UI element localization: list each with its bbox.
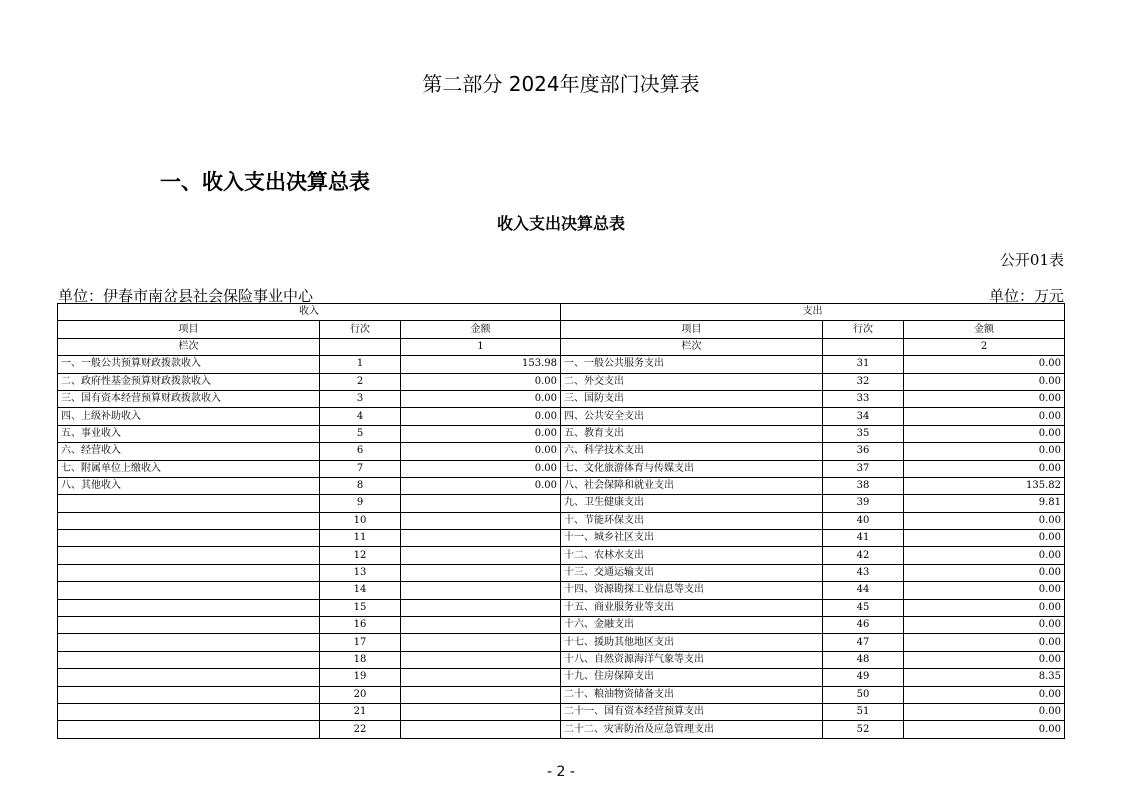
income-line-cell: 8 [320,477,401,494]
income-item-cell [58,547,320,564]
income-amount-cell [401,530,561,547]
income-line-cell: 12 [320,547,401,564]
income-item-cell: 三、国有资本经营预算财政拨款收入 [58,390,320,407]
income-item-cell: 五、事业收入 [58,425,320,442]
expense-line-cell: 34 [823,408,904,425]
expense-item-cell: 二十二、灾害防治及应急管理支出 [561,721,823,738]
expense-amount-cell: 0.00 [904,651,1065,668]
income-line-cell: 21 [320,703,401,720]
expense-line-cell: 38 [823,477,904,494]
expense-line-cell: 39 [823,495,904,512]
table-row [58,390,1065,407]
header-row-lanci [58,338,1065,355]
expense-line-cell: 35 [823,425,904,442]
expense-line-cell: 40 [823,512,904,529]
header-row-sections [58,304,1065,321]
income-item-cell: 七、附属单位上缴收入 [58,460,320,477]
income-line-cell: 10 [320,512,401,529]
expense-amount-cell: 0.00 [904,582,1065,599]
table-row [58,512,1065,529]
income-item-cell: 四、上级补助收入 [58,408,320,425]
expense-line-cell: 37 [823,460,904,477]
expense-line-cell: 36 [823,443,904,460]
income-amount-cell: 0.00 [401,390,561,407]
expense-item-cell: 十、节能环保支出 [561,512,823,529]
expense-amount-cell: 0.00 [904,530,1065,547]
income-amount-cell [401,512,561,529]
expense-amount-cell: 0.00 [904,425,1065,442]
income-amount-cell [401,547,561,564]
income-line-cell: 2 [320,373,401,390]
expense-line-cell: 42 [823,547,904,564]
table-row [58,651,1065,668]
income-line-cell: 16 [320,617,401,634]
section-title: 一、收入支出决算总表 [160,170,370,194]
income-amount-cell [401,564,561,581]
expense-line-cell: 31 [823,356,904,373]
expense-line-cell: 41 [823,530,904,547]
expense-amount-cell: 0.00 [904,356,1065,373]
income-lanci-label: 栏次 [58,338,320,355]
expense-col-item: 项目 [561,321,823,338]
expense-item-cell: 十五、商业服务业等支出 [561,599,823,616]
income-line-cell: 15 [320,599,401,616]
expense-line-cell: 48 [823,651,904,668]
table-row [58,477,1065,494]
table-row [58,686,1065,703]
expense-item-cell: 七、文化旅游体育与传媒支出 [561,460,823,477]
table-row [58,460,1065,477]
expense-amount-cell: 9.81 [904,495,1065,512]
table-row [58,599,1065,616]
income-amount-cell: 0.00 [401,460,561,477]
expense-item-cell: 二十、粮油物资储备支出 [561,686,823,703]
expense-item-cell: 三、国防支出 [561,390,823,407]
income-item-cell [58,512,320,529]
income-col-line: 行次 [320,321,401,338]
page-number: - 2 - [547,764,575,780]
expense-amount-cell: 0.00 [904,512,1065,529]
income-amount-cell: 0.00 [401,408,561,425]
income-line-cell: 7 [320,460,401,477]
expense-item-cell: 五、教育支出 [561,425,823,442]
income-amount-cell [401,703,561,720]
expense-item-cell: 十九、住房保障支出 [561,669,823,686]
expense-amount-cell: 0.00 [904,721,1065,738]
income-item-cell [58,634,320,651]
expense-line-cell: 50 [823,686,904,703]
table-row [58,634,1065,651]
income-amount-cell: 0.00 [401,477,561,494]
income-line-cell: 3 [320,390,401,407]
income-item-cell [58,721,320,738]
expense-amount-cell: 0.00 [904,617,1065,634]
expense-amount-cell: 0.00 [904,703,1065,720]
income-item-cell: 二、政府性基金预算财政拨款收入 [58,373,320,390]
expense-line-cell: 33 [823,390,904,407]
table-row [58,547,1065,564]
expense-line-cell: 49 [823,669,904,686]
expense-item-cell: 二十一、国有资本经营预算支出 [561,703,823,720]
expense-line-cell: 47 [823,634,904,651]
income-item-cell [58,617,320,634]
expense-lanci-blank [823,338,904,355]
expense-line-cell: 43 [823,564,904,581]
income-item-cell [58,530,320,547]
income-line-cell: 4 [320,408,401,425]
income-line-cell: 13 [320,564,401,581]
unit-organization: 单位：伊春市南岔县社会保险事业中心 [58,287,314,305]
expense-amount-cell: 0.00 [904,634,1065,651]
income-amount-cell [401,634,561,651]
income-amount-cell: 0.00 [401,425,561,442]
table-row [58,617,1065,634]
table-row [58,582,1065,599]
income-line-cell: 20 [320,686,401,703]
income-header: 收入 [58,304,561,321]
table-row [58,425,1065,442]
income-amount-cell: 0.00 [401,443,561,460]
expense-amount-cell: 0.00 [904,408,1065,425]
income-col-number: 1 [401,338,561,355]
income-amount-cell [401,599,561,616]
expense-item-cell: 六、科学技术支出 [561,443,823,460]
income-line-cell: 5 [320,425,401,442]
expense-amount-cell: 8.35 [904,669,1065,686]
table-row [58,443,1065,460]
unit-currency: 单位：万元 [988,287,1064,305]
income-amount-cell [401,617,561,634]
income-expense-table [57,303,1065,739]
income-col-item: 项目 [58,321,320,338]
income-amount-cell: 153.98 [401,356,561,373]
expense-amount-cell: 0.00 [904,443,1065,460]
table-row [58,408,1065,425]
table-row [58,669,1065,686]
income-item-cell [58,495,320,512]
income-amount-cell [401,582,561,599]
expense-line-cell: 52 [823,721,904,738]
income-amount-cell: 0.00 [401,373,561,390]
income-item-cell [58,599,320,616]
table-row [58,356,1065,373]
expense-item-cell: 十三、交通运输支出 [561,564,823,581]
income-amount-cell [401,669,561,686]
income-line-cell: 6 [320,443,401,460]
expense-amount-cell: 135.82 [904,477,1065,494]
table-row [58,703,1065,720]
table-row [58,530,1065,547]
income-line-cell: 9 [320,495,401,512]
income-amount-cell [401,495,561,512]
income-amount-cell [401,651,561,668]
expense-col-line: 行次 [823,321,904,338]
income-item-cell: 一、一般公共预算财政拨款收入 [58,356,320,373]
expense-amount-cell: 0.00 [904,390,1065,407]
expense-item-cell: 十七、援助其他地区支出 [561,634,823,651]
income-item-cell: 六、经营收入 [58,443,320,460]
expense-lanci-label: 栏次 [561,338,823,355]
income-item-cell [58,669,320,686]
expense-item-cell: 十八、自然资源海洋气象等支出 [561,651,823,668]
expense-item-cell: 一、一般公共服务支出 [561,356,823,373]
income-line-cell: 1 [320,356,401,373]
table-row [58,495,1065,512]
expense-item-cell: 八、社会保障和就业支出 [561,477,823,494]
income-item-cell [58,582,320,599]
part-title: 第二部分 2024年度部门决算表 [422,72,700,96]
expense-amount-cell: 0.00 [904,460,1065,477]
expense-item-cell: 九、卫生健康支出 [561,495,823,512]
income-line-cell: 17 [320,634,401,651]
income-item-cell [58,651,320,668]
income-line-cell: 22 [320,721,401,738]
income-col-amount: 金额 [401,321,561,338]
expense-line-cell: 46 [823,617,904,634]
expense-item-cell: 四、公共安全支出 [561,408,823,425]
expense-line-cell: 51 [823,703,904,720]
expense-item-cell: 十一、城乡社区支出 [561,530,823,547]
table-row [58,373,1065,390]
table-row [58,564,1065,581]
income-item-cell [58,703,320,720]
expense-item-cell: 十二、农林水支出 [561,547,823,564]
income-item-cell: 八、其他收入 [58,477,320,494]
expense-amount-cell: 0.00 [904,547,1065,564]
expense-col-number: 2 [904,338,1065,355]
income-line-cell: 18 [320,651,401,668]
expense-line-cell: 44 [823,582,904,599]
expense-amount-cell: 0.00 [904,686,1065,703]
expense-item-cell: 二、外交支出 [561,373,823,390]
header-row-columns [58,321,1065,338]
income-item-cell [58,686,320,703]
expense-line-cell: 45 [823,599,904,616]
income-line-cell: 19 [320,669,401,686]
expense-item-cell: 十四、资源勘探工业信息等支出 [561,582,823,599]
expense-header: 支出 [561,304,1065,321]
income-line-cell: 14 [320,582,401,599]
expense-item-cell: 十六、金融支出 [561,617,823,634]
form-code: 公开01表 [999,251,1064,269]
income-line-cell: 11 [320,530,401,547]
table-title: 收入支出决算总表 [496,214,625,233]
table-row [58,721,1065,738]
expense-amount-cell: 0.00 [904,599,1065,616]
expense-amount-cell: 0.00 [904,373,1065,390]
expense-col-amount: 金额 [904,321,1065,338]
expense-line-cell: 32 [823,373,904,390]
income-item-cell [58,564,320,581]
income-amount-cell [401,686,561,703]
income-lanci-blank [320,338,401,355]
expense-amount-cell: 0.00 [904,564,1065,581]
income-amount-cell [401,721,561,738]
